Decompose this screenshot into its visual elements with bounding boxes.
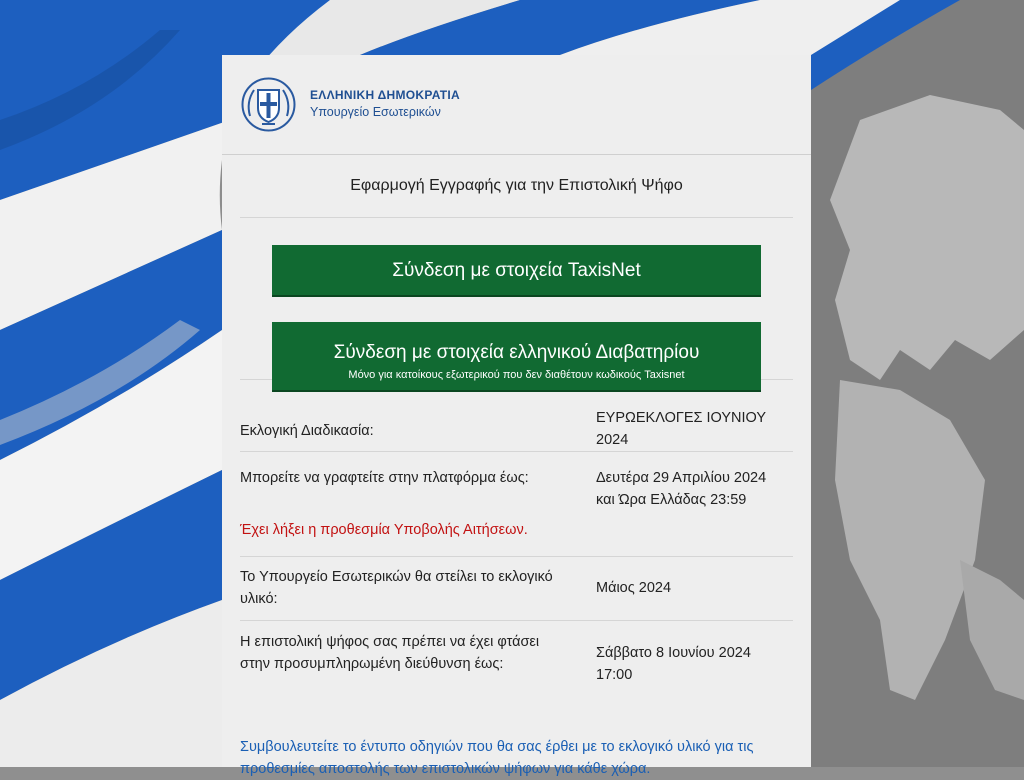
greek-coat-of-arms-icon	[240, 76, 297, 133]
material-value: Μάιος 2024	[596, 580, 672, 596]
page-title: Εφαρμογή Εγγραφής για την Επιστολική Ψήφο	[240, 155, 793, 218]
passport-login-label: Σύνδεση με στοιχεία ελληνικού Διαβατηρίου	[333, 342, 700, 363]
passport-login-sublabel: Μόνο για κατοίκους εξωτερικού που δεν διαθέτουν κωδικούς Taxisnet	[348, 369, 685, 381]
info-row-arrival	[240, 621, 793, 721]
arrival-value: Σάββατο 8 Ιουνίου 2024 17:00	[596, 645, 751, 683]
brand-country: ΕΛΛΗΝΙΚΗ ΔΗΜΟΚΡΑΤΙΑ	[310, 88, 460, 102]
deadline-value: Δευτέρα 29 Απριλίου 2024 και Ώρα Ελλάδας 23:59	[596, 470, 767, 508]
registration-card	[222, 55, 811, 777]
brand-ministry: Υπουργείο Εσωτερικών	[310, 105, 441, 119]
advice-link[interactable]: Συμβουλευτείτε το έντυπο οδηγιών που θα σας έρθει με το εκλογικό υλικό για τις προθεσμίες αποστολής των επιστολικών ψήφων για κάθε χώρα.	[240, 739, 754, 777]
process-value: ΕΥΡΩΕΚΛΟΓΕΣ ΙΟΥΝΙΟΥ 2024	[596, 410, 766, 448]
arrival-label: Η επιστολική ψήφος σας πρέπει να έχει φτάσει στην προσυμπληρωμένη διεύθυνση έως:	[240, 634, 540, 672]
taxisnet-login-button[interactable]: Σύνδεση με στοιχεία TaxisNet	[272, 245, 761, 297]
info-row-process	[240, 380, 793, 452]
login-options	[240, 218, 793, 380]
election-info-table	[240, 380, 793, 721]
info-row-material	[240, 557, 793, 621]
material-label: Το Υπουργείο Εσωτερικών θα στείλει το εκλογικό υλικό:	[240, 569, 553, 607]
brand-text	[310, 88, 460, 119]
process-label: Εκλογική Διαδικασία:	[240, 423, 374, 439]
info-row-deadline	[240, 452, 793, 557]
deadline-label: Μπορείτε να γραφτείτε στην πλατφόρμα έως:	[240, 470, 529, 486]
deadline-warning: Έχει λήξει η προθεσμία Υποβολής Αιτήσεων.	[240, 522, 528, 538]
brand-header	[222, 55, 811, 155]
